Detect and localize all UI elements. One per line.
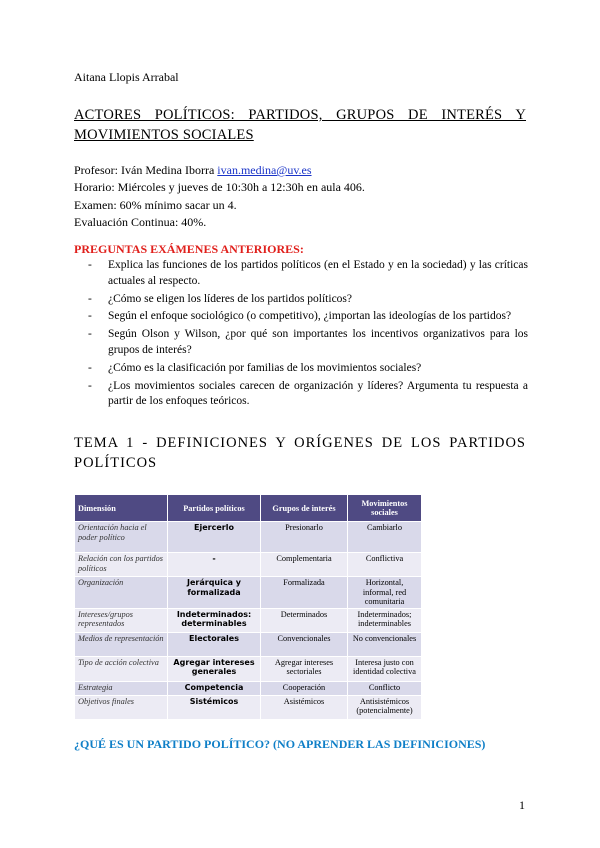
table-cell: Orientación hacia el poder político: [75, 522, 168, 553]
table-row: [75, 681, 421, 695]
table-row: [75, 656, 421, 681]
table-row: [75, 553, 421, 577]
table-cell: Estrategia: [75, 681, 168, 695]
table-cell: Presionarlo: [261, 522, 348, 553]
question-text: Según el enfoque sociológico (o competitivo), ¿importan las ideologías de los partidos?: [108, 310, 512, 323]
list-item: [88, 309, 528, 325]
table-row: [75, 577, 421, 609]
table-cell: Sistémicos: [168, 695, 261, 719]
table-cell: Conflicto: [348, 681, 422, 695]
table-cell: Complementaria: [261, 553, 348, 577]
dash-bullet: -: [88, 292, 92, 305]
table-cell: Cambiarlo: [348, 522, 422, 553]
questions-list: [88, 258, 528, 412]
document-title: ACTORES POLÍTICOS: PARTIDOS, GRUPOS DE INTERÉS Y MOVIMIENTOS SOCIALES: [74, 107, 526, 143]
table-cell: Interesa justo con identidad colectiva: [348, 656, 422, 681]
evaluacion-line: Evaluación Continua: 40%.: [74, 214, 207, 229]
table-cell: Indeterminados: determinables: [168, 608, 261, 632]
list-item: [88, 292, 528, 308]
table-cell: Electorales: [168, 632, 261, 656]
list-item: [88, 327, 528, 359]
table-cell: Intereses/grupos representados: [75, 608, 168, 632]
table-row: [75, 522, 421, 553]
table-cell: Indeterminados; indeterminables: [348, 608, 422, 632]
examen-line: Examen: 60% mínimo sacar un 4.: [74, 197, 237, 212]
profesor-line: [74, 162, 365, 179]
list-item: [88, 379, 528, 411]
questions-heading: PREGUNTAS EXÁMENES ANTERIORES:: [74, 242, 304, 256]
dash-bullet: -: [88, 361, 92, 374]
email-link[interactable]: ivan.medina@uv.es: [217, 163, 312, 177]
horario-line: Horario: Miércoles y jueves de 10:30h a 12:30h en aula 406.: [74, 180, 365, 195]
table-row: [75, 608, 421, 632]
table-row: [75, 695, 421, 719]
course-info: [74, 162, 365, 231]
table-cell: Ejercerlo: [168, 522, 261, 553]
table-cell: Objetivos finales: [75, 695, 168, 719]
table-cell: Horizontal, informal, red comunitaria: [348, 577, 422, 609]
table-cell: Agregar intereses generales: [168, 656, 261, 681]
question-text: Explica las funciones de los partidos políticos (en el Estado y en la sociedad) y las críticas actuales al respecto.: [108, 259, 528, 287]
table-header-cell: Dimensión: [75, 495, 168, 522]
table-row: [75, 632, 421, 656]
dash-bullet: -: [88, 310, 92, 323]
question-text: ¿Los movimientos sociales carecen de organización y líderes? Argumenta tu respuesta a partir de los enfoques teóricos.: [108, 379, 528, 408]
author-name: Aitana Llopis Arrabal: [74, 70, 179, 84]
comparison-table: [75, 495, 421, 719]
table-cell: Formalizada: [261, 577, 348, 609]
list-item: [88, 361, 528, 377]
table-cell: Antisistémicos (potencialmente): [348, 695, 422, 719]
question-text: ¿Cómo es la clasificación por familias de los movimientos sociales?: [108, 361, 422, 374]
dash-bullet: -: [88, 328, 92, 341]
table-cell: Tipo de acción colectiva: [75, 656, 168, 681]
table-cell: Asistémicos: [261, 695, 348, 719]
dash-bullet: -: [88, 259, 92, 271]
table-cell: Determinados: [261, 608, 348, 632]
table-cell: Convencionales: [261, 632, 348, 656]
table-cell: Jerárquica y formalizada: [168, 577, 261, 609]
table-cell: Medios de representación: [75, 632, 168, 656]
table-cell: Competencia: [168, 681, 261, 695]
table-cell: Relación con los partidos políticos: [75, 553, 168, 577]
table-cell: Conflictiva: [348, 553, 422, 577]
profesor-text: Profesor: Iván Medina Iborra: [74, 163, 218, 177]
table-header-row: [75, 495, 421, 522]
question-text: Según Olson y Wilson, ¿por qué son importantes los incentivos organizativos para los grupos de interés?: [108, 328, 528, 356]
table-cell: Cooperación: [261, 681, 348, 695]
table-header-cell: Movimientos sociales: [348, 495, 422, 522]
dash-bullet: -: [88, 379, 92, 392]
table-header-cell: Partidos políticos: [168, 495, 261, 522]
list-item: [88, 258, 528, 290]
table-cell: -: [168, 553, 261, 577]
table-cell: No convencionales: [348, 632, 422, 656]
table-cell: Organización: [75, 577, 168, 609]
question-text: ¿Cómo se eligen los líderes de los partidos políticos?: [108, 292, 353, 305]
tema-heading: TEMA 1 - DEFINICIONES Y ORÍGENES DE LOS PARTIDOS POLÍTICOS: [74, 435, 526, 471]
table-header-cell: Grupos de interés: [261, 495, 348, 522]
section-subheading: ¿QUÉ ES UN PARTIDO POLÍTICO? (NO APRENDER LAS DEFINICIONES): [74, 737, 486, 751]
page-number: 1: [519, 798, 525, 812]
table-cell: Agregar intereses sectoriales: [261, 656, 348, 681]
